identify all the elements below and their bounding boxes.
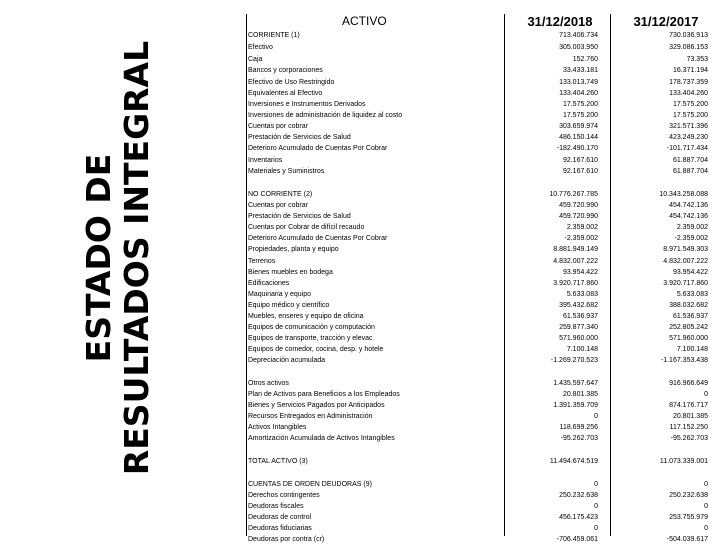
table-row [246,121,712,132]
table-row [246,400,712,411]
value-2018: 118.699.256 [559,424,598,431]
value-2018: 92.167.610 [562,157,598,164]
value-2017: 4.832.007.222 [663,258,708,265]
value-2018: 0 [594,481,598,488]
value-2018: 3.920.717.860 [553,280,598,287]
row-label: Propiedades, planta y equipo [248,246,339,253]
table-row [246,256,712,267]
table-row [246,99,712,110]
row-label: Inventarios [248,157,283,164]
table-row [246,110,712,121]
row-label: Deudoras por contra (cr) [248,536,325,543]
value-2018: 486.150.144 [559,134,598,141]
table-row [246,155,712,166]
row-label: Deterioro Acumulado de Cuentas Por Cobrar [248,145,388,152]
table-row [246,501,712,512]
value-2018: 250.232.638 [559,492,598,499]
table-row [246,378,712,389]
value-2018: 395.432.682 [559,302,598,309]
value-2018: 61.536.937 [562,313,598,320]
table-row [246,267,712,278]
value-2017: 0 [704,481,708,488]
value-2018: 133.013.749 [559,79,598,86]
table-row [246,211,712,222]
row-label: Cuentas por Cobrar de difícil recaudo [248,224,365,231]
value-2018: 5.633.083 [566,291,598,298]
row-label: Equivalentes al Efectivo [248,90,323,97]
table-row [246,322,712,333]
value-2017: 874.176.717 [669,402,708,409]
table-row [246,65,712,76]
value-2017: 8.971.549.303 [663,246,708,253]
row-label: Equipos de comedor, cocina, desp. y hotele [248,346,384,353]
value-2017: 133.404.260 [669,90,708,97]
value-2017: 252.805.242 [669,324,708,331]
value-2017: 10.343.258.088 [659,191,708,198]
table-row [246,166,712,177]
value-2017: 178.737.359 [669,79,708,86]
row-label: Muebles, enseres y equipo de oficina [248,313,364,320]
row-label: Cuentas por cobrar [248,123,308,130]
value-2017: 0 [704,525,708,532]
value-2018: 8.881.949.149 [553,246,598,253]
value-2018: 1.391.359.709 [553,402,598,409]
report-title-line-1: ESTADO DE [79,153,118,363]
row-label: Depreciación acumulada [248,357,326,364]
table-row [246,422,712,433]
value-2018: 0 [594,525,598,532]
value-2017: -2.359.002 [674,235,708,242]
table-row [246,300,712,311]
value-2018: 20.801.385 [562,391,598,398]
column-header-2018: 31/12/2018 [527,14,593,29]
row-label: TOTAL ACTIVO (3) [248,458,308,465]
row-label: Activos Intangibles [248,424,307,431]
row-label: Bienes muebles en bodega [248,269,333,276]
value-2017: 3.920.717.860 [663,280,708,287]
row-label: Plan de Activos para Beneficios a los Empleados [248,391,400,398]
value-2017: 423.249.230 [669,134,708,141]
table-row [246,289,712,300]
value-2017: 73.353 [686,56,708,63]
value-2018: 459.720.990 [559,202,598,209]
value-2018: 456.175.423 [559,514,598,521]
value-2018: 303.659.974 [559,123,598,130]
value-2017: 388.032.682 [669,302,708,309]
row-label: Deudoras fiscales [248,503,304,510]
value-2017: 117.152.250 [669,424,708,431]
row-label: Deudoras de control [248,514,312,521]
value-2017: 93.954.422 [672,269,708,276]
value-2017: 321.571.396 [669,123,708,130]
balance-sheet [246,14,712,543]
value-2017: 454.742.136 [669,202,708,209]
row-label: Deterioro Acumulado de Cuentas Por Cobrar [248,235,388,242]
table-row [246,479,712,490]
value-2017: 17.575.200 [672,112,708,119]
table-row [246,333,712,344]
value-2018: -2.359.002 [564,235,598,242]
value-2018: 7.100.148 [566,346,598,353]
row-label: Inversiones de administración de liquidez al costo [248,112,403,119]
table-row [246,344,712,355]
table-row [246,523,712,534]
value-2017: 16.371.194 [672,67,708,74]
value-2017: 730.036.913 [669,32,708,39]
value-2017: 454.742.136 [669,213,708,220]
table-row [246,88,712,99]
value-2017: 11.073.339.001 [659,458,708,465]
row-label: Edificaciones [248,280,290,287]
row-label: CORRIENTE (1) [248,32,300,39]
table-row [246,244,712,255]
row-label: Equipos de comunicación y computación [248,324,375,331]
value-2018: 305.003.950 [559,44,598,51]
row-label: Cuentas por cobrar [248,202,308,209]
value-2017: 329.086.153 [669,44,708,51]
value-2017: 20.801.385 [672,413,708,420]
table-row [246,200,712,211]
value-2018: 0 [594,503,598,510]
value-2017: 61.536.937 [672,313,708,320]
table-row [246,222,712,233]
table-row [246,143,712,154]
row-label: Equipo médico y científico [248,302,330,309]
value-2017: 17.575.200 [672,101,708,108]
row-label: Derechos contingentes [248,492,320,499]
value-2018: -1.269.270.523 [550,357,598,364]
row-label: Caja [248,56,263,63]
row-label: Bienes y Servicios Pagados por Anticipados [248,402,385,409]
table-row [246,389,712,400]
value-2018: 259.877.340 [559,324,598,331]
value-2017: 916.966.649 [669,380,708,387]
table-row [246,233,712,244]
table-row [246,411,712,422]
row-label: Materiales y Suministros [248,168,325,175]
table-row [246,456,712,467]
row-label: NO CORRIENTE (2) [248,191,313,198]
value-2018: 17.575.200 [562,112,598,119]
table-row [246,77,712,88]
value-2017: 2.359.002 [676,224,708,231]
value-2018: 10.776.267.785 [549,191,598,198]
table-row [246,189,712,200]
row-label: Efectivo de Uso Restringido [248,79,335,86]
value-2018: 459.720.990 [559,213,598,220]
table-row [246,490,712,501]
row-label: Prestación de Servicios de Salud [248,134,351,141]
row-label: Deudoras fiduciarias [248,525,312,532]
value-2017: -101.717.434 [666,145,708,152]
row-label: Terrenos [248,258,276,265]
value-2017: 0 [704,503,708,510]
row-label: CUENTAS DE ORDEN DEUDORAS (9) [248,481,372,488]
value-2018: -182.490.170 [556,145,598,152]
value-2017: 5.633.083 [676,291,708,298]
row-label: Amortización Acumulada de Activos Intangibles [248,435,395,442]
table-row [246,311,712,322]
row-label: Recursos Entregados en Administración [248,413,373,420]
value-2018: 713.406.734 [559,32,598,39]
row-label: Maquinaria y equipo [248,291,312,298]
value-2018: 17.575.200 [562,101,598,108]
value-2017: 0 [704,391,708,398]
value-2017: -95.262.703 [670,435,708,442]
value-2017: 571.960.000 [669,335,708,342]
column-header-2017: 31/12/2017 [633,14,699,29]
table-row [246,132,712,143]
report-title-line-2: RESULTADOS INTEGRAL [117,40,156,476]
row-label: Efectivo [248,44,273,51]
section-header-activo: ACTIVO [342,14,387,28]
value-2017: -1.167.353.438 [660,357,708,364]
table-row [246,512,712,523]
value-2018: 4.832.007.222 [553,258,598,265]
row-label: Prestación de Servicios de Salud [248,213,351,220]
value-2018: 0 [594,413,598,420]
row-label: Inversiones e Instrumentos Derivados [248,101,366,108]
table-row [246,355,712,366]
value-2017: 61.887.704 [672,157,708,164]
value-2018: 1.435.597.647 [553,380,598,387]
row-label: Otros activos [248,380,289,387]
value-2018: 92.167.610 [562,168,598,175]
value-2017: -504.039.617 [666,536,708,543]
value-2018: 133.404.260 [559,90,598,97]
value-2017: 61.887.704 [672,168,708,175]
table-row [246,42,712,53]
row-label: Equipos de transporte, tracción y elevac [248,335,373,342]
value-2018: 33.433.181 [562,67,598,74]
value-2018: -95.262.703 [560,435,598,442]
table-row [246,278,712,289]
row-label: Bancos y corporaciones [248,67,323,74]
table-row [246,433,712,444]
value-2018: 93.954.422 [562,269,598,276]
value-2018: -706.459.061 [556,536,598,543]
report-title [78,8,158,508]
value-2018: 152.760 [572,56,598,63]
table-row [246,30,712,41]
value-2018: 2.359.002 [566,224,598,231]
value-2017: 7.100.148 [676,346,708,353]
value-2017: 250.232.638 [669,492,708,499]
table-row [246,54,712,65]
value-2018: 11.494.674.519 [549,458,598,465]
value-2018: 571.960.000 [559,335,598,342]
value-2017: 253.755.979 [669,514,708,521]
